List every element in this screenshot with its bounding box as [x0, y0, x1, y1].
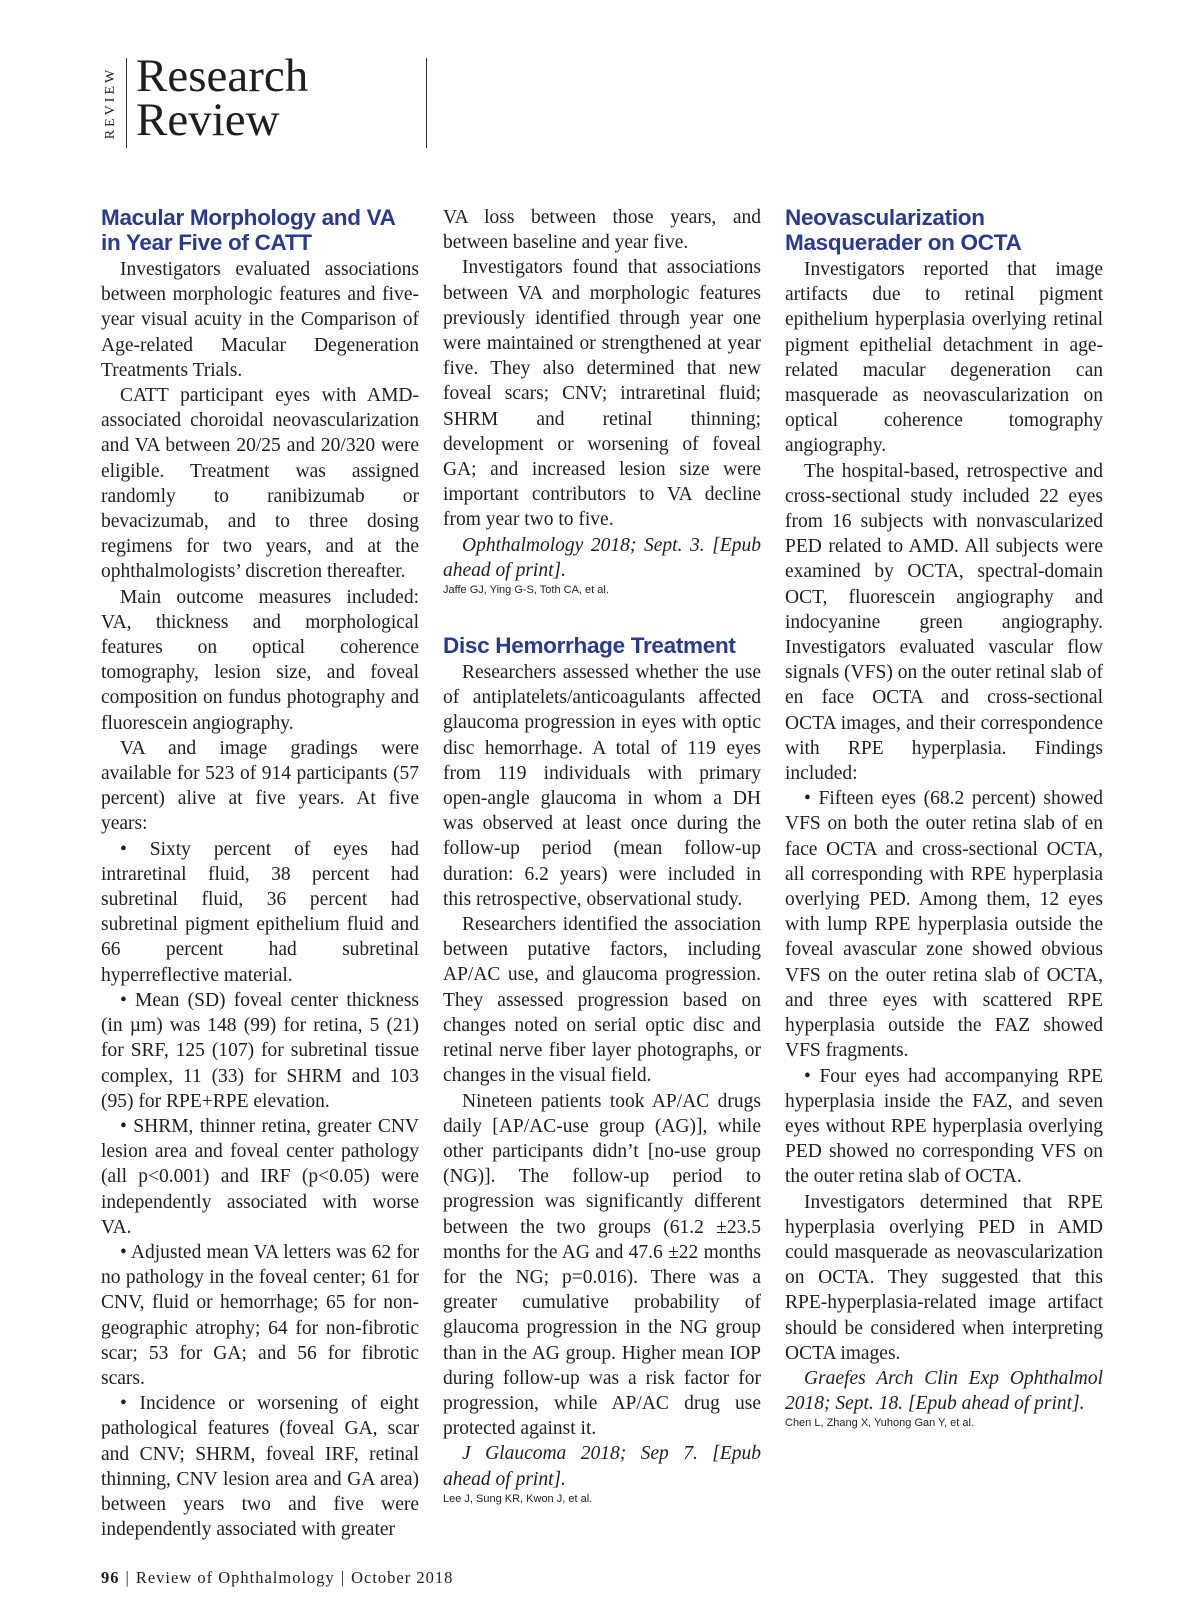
paragraph: Investigators evaluated associations between morphologic features and five-year visual acuity in the Comparison of Age-related Macular Degeneration Treatments Trials. [101, 259, 419, 381]
authors: Lee J, Sung KR, Kwon J, et al. [443, 1492, 593, 1505]
bullet-item: • SHRM, thinner retina, greater CNV lesion area and foveal center pathology (all p<0.001) and IRF (p<0.05) were independently associated with worse VA. [101, 1115, 419, 1238]
citation: Graefes Arch Clin Exp Ophthalmol 2018; Sept. 18. [Epub ahead of print]. [785, 1367, 1103, 1415]
paragraph: Investigators determined that RPE hyperplasia overlying PED in AMD could masquerade as neovascularization on OCTA. They suggested that this RPE-hyperplasia-related image artifact should be considered when interpreting OCTA images. [785, 1191, 1103, 1364]
paragraph: Main outcome measures included: VA, thickness and morphological features on optical coherence tomography, lesion size, and foveal composition on fundus photography and fluorescein angiography. [101, 586, 419, 734]
citation: Ophthalmology 2018; Sept. 3. [Epub ahead of print]. [443, 534, 761, 581]
column-3 [785, 205, 1103, 1430]
page-footer: 96 | Review of Ophthalmology | October 2018 [101, 1568, 454, 1587]
bullet-item: • Incidence or worsening of eight pathological features (foveal GA, scar and CNV; SHRM, foveal IRF, retinal thinning, CNV lesion area and GA area) between years two and five were independently associated with greater [101, 1393, 419, 1541]
bullet-item: • Four eyes had accompanying RPE hyperplasia inside the FAZ, and seven eyes without RPE hyperplasia overlying PED showed no corresponding VFS on the outer retina slab of OCTA. [785, 1065, 1103, 1188]
masthead-divider-left [126, 58, 127, 148]
bullet-item: • Fifteen eyes (68.2 percent) showed VFS on both the outer retina slab of en face OCTA and cross-sectional OCTA, all corresponding with RPE hyperplasia overlying PED. Among them, 12 eyes with lump RPE hyperplasia outside the foveal avascular zone showed obvious VFS on the outer retina slab of OCTA, and three eyes with scattered RPE hyperplasia outside the FAZ showed VFS fragments. [785, 788, 1103, 1062]
paragraph: Investigators found that associations between VA and morphologic features previously identified through year one were maintained or strengthened at year five. They also determined that new foveal scars; CNV; intraretinal fluid; SHRM and retinal thinning; development or worsening of foveal GA; and increased lesion size were important contributors to VA decline from year two to five. [443, 257, 761, 531]
department-title [136, 50, 309, 146]
paragraph: The hospital-based, retrospective and cross-sectional study included 22 eyes from 16 subjects with nonvascularized PED related to AMD. All subjects were examined by OCTA, spectral-domain OCT, fluorescein angiography and indocyanine green angiography. Investigators evaluated vascular flow signals (VFS) on the outer retinal slab of en face OCTA and cross-sectional OCTA images, and their correspondence with RPE hyperplasia. Findings included: [785, 460, 1103, 785]
department-title-line2: Review [136, 94, 280, 146]
bullet-item: • Sixty percent of eyes had intraretinal fluid, 38 percent had subretinal fluid, 36 percent had subretinal pigment epithelium fluid and 66 percent had subretinal hyperreflective material. [101, 838, 419, 986]
paragraph: CATT participant eyes with AMD-associated choroidal neovascularization and VA between 20/25 and 20/320 were eligible. Treatment was assigned randomly to ranibizumab or bevacizumab, and to three dosing regimens for two years, and at the ophthalmologists’ discretion thereafter. [101, 385, 419, 583]
paragraph: Researchers identified the association between putative factors, including AP/AC use, and glaucoma progression. They assessed progression based on changes noted on serial optic disc and retinal nerve fiber layer photographs, or changes in the visual field. [443, 914, 761, 1087]
article-heading-catt: Macular Morphology and VA in Year Five of CATT [101, 205, 395, 255]
masthead-divider-right [426, 58, 427, 148]
authors: Chen L, Zhang X, Yuhong Gan Y, et al. [785, 1417, 974, 1430]
column-1 [101, 205, 419, 1542]
paragraph-continued: VA loss between those years, and between baseline and year five. [443, 207, 761, 254]
article-heading-disc-hemorrhage: Disc Hemorrhage Treatment [443, 633, 736, 659]
publication-name: Review of Ophthalmology [135, 1568, 335, 1587]
page-number: 96 [101, 1568, 120, 1587]
issue-date: October 2018 [351, 1568, 454, 1587]
bullet-item: • Mean (SD) foveal center thickness (in µm) was 148 (99) for retina, 5 (21) for SRF, 125 (107) for subretinal tissue complex, 11 (33) for SHRM and 103 (95) for RPE+RPE elevation. [101, 989, 419, 1112]
paragraph: Researchers assessed whether the use of antiplatelets/anticoagulants affected glaucoma progression in eyes with optic disc hemorrhage. A total of 119 eyes from 119 individuals with primary open-angle glaucoma in whom a DH was observed at least once during the follow-up period (mean follow-up duration: 6.2 years) were included in this retrospective, observational study. [443, 662, 761, 910]
paragraph: Nineteen patients took AP/AC drugs daily [AP/AC-use group (AG)], while other participants didn’t [no-use group (NG)]. The follow-up period to progression was significantly different between the two groups (61.2 ±23.5 months for the AG and 47.6 ±22 months for the NG; p=0.016). There was a greater cumulative probability of glaucoma progression in the NG group than in the AG group. Higher mean IOP during follow-up was a risk factor for progression, while AP/AC drug use protected against it. [443, 1090, 761, 1440]
paragraph: VA and image gradings were available for 523 of 914 participants (57 percent) alive at five years. At five years: [101, 737, 419, 835]
column-2 [443, 205, 761, 1506]
authors: Jaffe GJ, Ying G-S, Toth CA, et al. [443, 584, 609, 597]
bullet-item: • Adjusted mean VA letters was 62 for no pathology in the foveal center; 61 for CNV, fluid or hemorrhage; 65 for non-geographic atrophy; 64 for non-fibrotic scar; 53 for GA; and 56 for fibrotic scars. [101, 1241, 419, 1389]
article-heading-octa: Neovascularization Masquerader on OCTA [785, 205, 1022, 255]
citation: J Glaucoma 2018; Sep 7. [Epub ahead of print]. [443, 1443, 761, 1490]
paragraph: Investigators reported that image artifacts due to retinal pigment epithelium hyperplasia overlying retinal pigment epithelial detachment in age-related macular degeneration can masquerade as neovascularization on optical coherence tomography angiography. [785, 259, 1103, 457]
section-vertical-label: REVIEW [103, 66, 118, 140]
department-title-line1: Research [136, 50, 309, 102]
